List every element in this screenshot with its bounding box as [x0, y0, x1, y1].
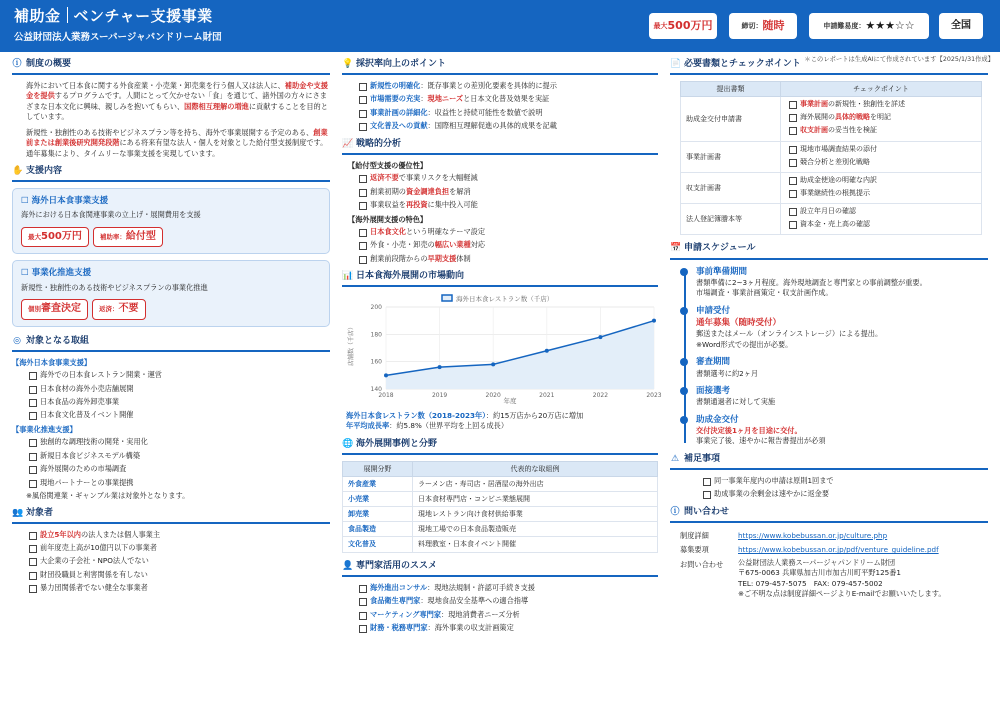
y-tick-label: 200: [370, 304, 382, 312]
chart-xlabel: 年度: [503, 397, 517, 406]
difficulty-stars: ★★★☆☆: [865, 19, 915, 33]
page-title: 補助金 ベンチャー支援事業: [14, 7, 213, 25]
list-item: 現地パートナーとの事業提携: [26, 478, 330, 488]
timeline-item: 助成金交付 交付決定後1ヶ月を目途に交付。 事業完了後、速やかに報告書提出が必須: [696, 414, 988, 447]
x-tick-label: 2018: [378, 392, 394, 400]
report-note: ＊このレポートは生成AIにて作成されています【2025/1/31作成】: [804, 56, 994, 63]
data-point: [491, 363, 495, 367]
x-tick-label: 2023: [646, 392, 662, 400]
table-header: 代表的な取組例: [413, 461, 658, 476]
list-item: 市場需要の充実：現地ニーズと日本文化普及効果を実証: [356, 94, 658, 104]
schedule-heading: 📅 申請スケジュール: [670, 242, 988, 259]
handshake-icon: ✋: [12, 166, 24, 177]
individual-review-pill: 個別審査決定: [21, 299, 88, 320]
contact-phone: TEL: 079-457-5075 FAX: 079-457-5002: [738, 578, 883, 588]
data-point: [545, 349, 549, 353]
table-header: チェックポイント: [781, 82, 982, 97]
cases-heading: 🌐 海外展開事例と分野: [342, 438, 658, 455]
list-item: 助成事業の余剰金は速やかに返金要: [700, 489, 988, 499]
list-item: 返済不要で事業リスクを大幅軽減: [356, 173, 658, 183]
targets-group-title: 【海外日本食事業支援】: [12, 357, 92, 367]
repayment-pill: 返済：不要: [92, 299, 146, 320]
culture-link[interactable]: https://www.kobebussan.or.jp/culture.php: [738, 530, 888, 540]
market-note-1: 海外日本食レストラン数（2018-2023年）：約15万店から20万店に増加: [346, 410, 584, 420]
supplement-list: [670, 476, 988, 500]
list-item: 日本食文化という明確なテーマ設定: [356, 227, 658, 237]
table-row: 小売業 日本食材専門店・コンビニ業態展開: [343, 492, 658, 507]
table-row: 食品製造 現地工場での日本食品製造販売: [343, 522, 658, 537]
table-row: 事業計画書 現地市場調査結果の添付 競合分析と差別化戦略: [681, 141, 982, 172]
data-point: [438, 366, 442, 370]
data-point: [652, 319, 656, 323]
lightbulb-icon: 💡: [342, 59, 354, 69]
experts-list: [342, 583, 658, 634]
people-icon: 👥: [12, 507, 24, 518]
data-point: [598, 335, 602, 339]
chart-legend-label: 海外日本食レストラン数（千店）: [456, 295, 554, 304]
strategy-group-title: 【給付型支援の優位性】: [348, 160, 428, 170]
guideline-link[interactable]: https://www.kobebussan.or.jp/pdf/venture_guideline.pdf: [738, 545, 939, 555]
contact-heading: ⓘ 問い合わせ: [670, 506, 988, 523]
y-tick-label: 180: [370, 331, 382, 339]
overview-paragraph-1: 海外において日本食に関する外食産業・小売業・卸売業を行う個人又は法人に、補助金や支援金を提供するプログラムです。人間にとって欠かせない「食」を通じて、諸外国の方々にさまざまな日本文化に興味、親しみを抱いてもらい、国際相互理解の増進に貢献することを目的としています。: [26, 81, 328, 122]
organization-name: 公益財団法人業務スーパージャパンドリーム財団: [14, 32, 222, 43]
support-card-title: ☐ 海外日本食事業支援: [21, 196, 109, 207]
x-tick-label: 2022: [592, 392, 609, 400]
difficulty-badge: 申請難易度： ★★★☆☆: [809, 13, 929, 39]
y-tick-label: 160: [370, 359, 382, 367]
chart-bar-icon: 📊: [342, 271, 354, 282]
market-heading: 📊 日本食海外展開の市場動向: [342, 270, 658, 287]
list-item: 事業収益を再投資に集中投入可能: [356, 200, 658, 210]
docs-heading: 📄 必要書類とチェックポイント: [670, 58, 988, 75]
timeline-item: 審査期間 書類選考に約2ヶ月: [696, 356, 988, 379]
schedule-timeline: [680, 266, 988, 447]
chart-line-icon: 📈: [342, 138, 354, 149]
support-heading: ✋ 支援内容: [12, 165, 330, 182]
contact-note: ※ご不明な点は制度詳細ページよりE-mailでお願いいたします。: [738, 589, 946, 599]
info-icon: ⓘ: [670, 506, 680, 517]
support-card-desc: 海外における日本食関連事業の立上げ・展開費用を支援: [21, 210, 201, 220]
table-row: 外食産業 ラーメン店・寿司店・居酒屋の海外出店: [343, 476, 658, 491]
list-item: 海外進出コンサル：現地法規制・許認可手続き支援: [356, 583, 658, 593]
list-item: 日本食文化普及イベント開催: [26, 410, 330, 420]
calendar-icon: 📅: [670, 243, 682, 254]
table-header: 提出書類: [681, 82, 781, 97]
overview-paragraph-2: 新規性・独創性のある技術やビジネスプラン等を持ち、海外で事業展開する予定のある、創業前または創業後研究開発段階にある将来有望な法人・個人を対象とした給付型支援制度です。通年募集により、タイムリーな事業支援を実現しています。: [26, 127, 328, 158]
list-item: 新規性の明確化：既存事業との差別化要素を具体的に提示: [356, 81, 658, 91]
max-amount-pill: 最大500万円: [21, 227, 89, 248]
globe-icon: 🌐: [342, 438, 354, 449]
list-item: 財団役職員と利害関係を有しない: [26, 570, 330, 580]
list-item: 独創的な調理技術の開発・実用化: [26, 437, 330, 447]
timeline-item: 面接選考 書類通過者に対して実施: [696, 385, 988, 408]
list-item: 日本食品の海外卸売事業: [26, 397, 330, 407]
contact-org: 公益財団法人業務スーパージャパンドリーム財団: [738, 557, 896, 567]
list-item: 海外展開のための市場調査: [26, 464, 330, 474]
list-item: 創業前段階からの早期支援体制: [356, 254, 658, 264]
cases-table: [342, 461, 658, 553]
targets-heading: ◎ 対象となる取組: [12, 335, 330, 352]
target-icon: ◎: [13, 335, 21, 346]
list-item: 設立5年以内の法人または個人事業主: [26, 530, 330, 540]
warning-icon: ⚠: [670, 453, 680, 464]
docs-table: [680, 81, 982, 235]
list-item: マーケティング専門家：現地消費者ニーズ分析: [356, 610, 658, 620]
list-item: 大企業の子会社・NPO法人でない: [26, 556, 330, 566]
timeline-item: 事前準備期間 書類準備に2~3ヶ月程度。海外現地調査と専門家との事前調整が重要。 市場調査・事業計画策定・収支計画作成。: [696, 266, 988, 299]
x-tick-label: 2021: [539, 392, 555, 400]
document-icon: 📄: [670, 59, 682, 69]
eligible-list: [12, 530, 330, 594]
max-amount-badge: 最大 500万円: [649, 13, 717, 39]
support-card-overseas: [12, 188, 330, 254]
person-icon: 👤: [342, 560, 354, 571]
list-item: 新規日本食ビジネスモデル構築: [26, 451, 330, 461]
list-item: 事業計画の詳細化：収益性と持続可能性を数値で説明: [356, 108, 658, 118]
timeline-item: 申請受付 通年募集（随時受付） 郵送またはメール（オンラインストレージ）による提出。 ※Word形式での提出が必要。: [696, 305, 988, 351]
contact-table: 制度詳細 https://www.kobebussan.or.jp/culture.php 募集要項 https://www.kobebussan.or.jp/pdf/venture_guideline.pdf お問い合わせ 公益財団法人業務スーパージャパンドリーム財団 〒675-0063 兵庫県加古川市加古川町平野125番1 TEL: 079-457-5075 FAX: 079-457-5002 ※ご不明な点は制度詳細ページよりE-mailでお願いいたします。: [680, 529, 986, 600]
chart-ylabel: 店舗数（千店）: [348, 324, 355, 367]
targets-list-2: [12, 437, 330, 488]
supplement-heading: ⚠ 補足事項: [670, 453, 988, 470]
list-item: 文化普及への貢献：国際相互理解促進の具体的成果を記載: [356, 121, 658, 131]
table-row: 助成金交付申請書 事業計画の新規性・独創性を詳述 海外展開の具体的戦略を明記 収支計画の妥当性を検証: [681, 97, 982, 141]
list-item: 創業初期の資金調達負担を解消: [356, 187, 658, 197]
data-point: [384, 374, 388, 378]
list-item: 海外での日本食レストラン開業・運営: [26, 370, 330, 380]
list-item: 前年度売上高が10億円以下の事業者: [26, 543, 330, 553]
list-item: 外食・小売・卸売の幅広い業種対応: [356, 240, 658, 250]
contact-address: 〒675-0063 兵庫県加古川市加古川町平野125番1: [738, 568, 901, 578]
table-row: 卸売業 現地レストラン向け食材供給事業: [343, 507, 658, 522]
support-card-title: ☐ 事業化推進支援: [21, 268, 92, 279]
table-row: 収支計画書 助成金使途の明確な内訳 事業継続性の根拠提示: [681, 172, 982, 203]
table-header: 展開分野: [343, 461, 413, 476]
list-item: 食品衛生専門家：現地食品安全基準への適合指導: [356, 596, 658, 606]
table-row: 文化普及 料理教室・日本食イベント開催: [343, 537, 658, 552]
list-item: 財務・税務専門家：海外事業の収支計画策定: [356, 623, 658, 633]
strategy-list-1: [342, 173, 658, 210]
subsidy-rate-pill: 補助率：給付型: [93, 227, 163, 248]
y-tick-label: 140: [370, 386, 382, 394]
points-heading: 💡 採択率向上のポイント: [342, 58, 658, 75]
strategy-heading: 📈 戦略的分析: [342, 138, 658, 155]
targets-group-title: 【事業化推進支援】: [12, 424, 77, 434]
support-card-desc: 新規性・独創性のある技術やビジネスプランの事業化推進: [21, 282, 208, 292]
targets-note: ※風俗関連業・ギャンブル業は対象外となります。: [26, 491, 190, 501]
eligible-heading: 👥 対象者: [12, 507, 330, 524]
targets-list-1: [12, 370, 330, 421]
list-item: 日本食材の海外小売店舗展開: [26, 384, 330, 394]
support-card-commercialization: [12, 260, 330, 326]
strategy-list-2: [342, 227, 658, 264]
series-area: [386, 321, 654, 389]
region-badge: 全国: [939, 13, 983, 39]
legend-swatch: [442, 295, 452, 301]
x-tick-label: 2020: [485, 392, 501, 400]
market-line-chart: [342, 293, 662, 406]
x-tick-label: 2019: [431, 392, 448, 400]
points-list: [342, 81, 658, 132]
header-bar: [0, 0, 1000, 52]
strategy-group-title: 【海外展開支援の特色】: [348, 214, 428, 224]
table-row: 法人登記簿謄本等 設立年月日の確認 資本金・売上高の確認: [681, 204, 982, 235]
info-icon: ⓘ: [12, 59, 22, 69]
market-note-2: 年平均成長率：約5.8%（世界平均を上回る成長）: [346, 421, 509, 431]
deadline-badge: 締切： 随時: [729, 13, 797, 39]
experts-heading: 👤 専門家活用のススメ: [342, 560, 658, 577]
list-item: 暴力団関係者でない健全な事業者: [26, 583, 330, 593]
overview-heading: ⓘ 制度の概要: [12, 58, 330, 75]
list-item: 同一事業年度内の申請は原則1回まで: [700, 476, 988, 486]
